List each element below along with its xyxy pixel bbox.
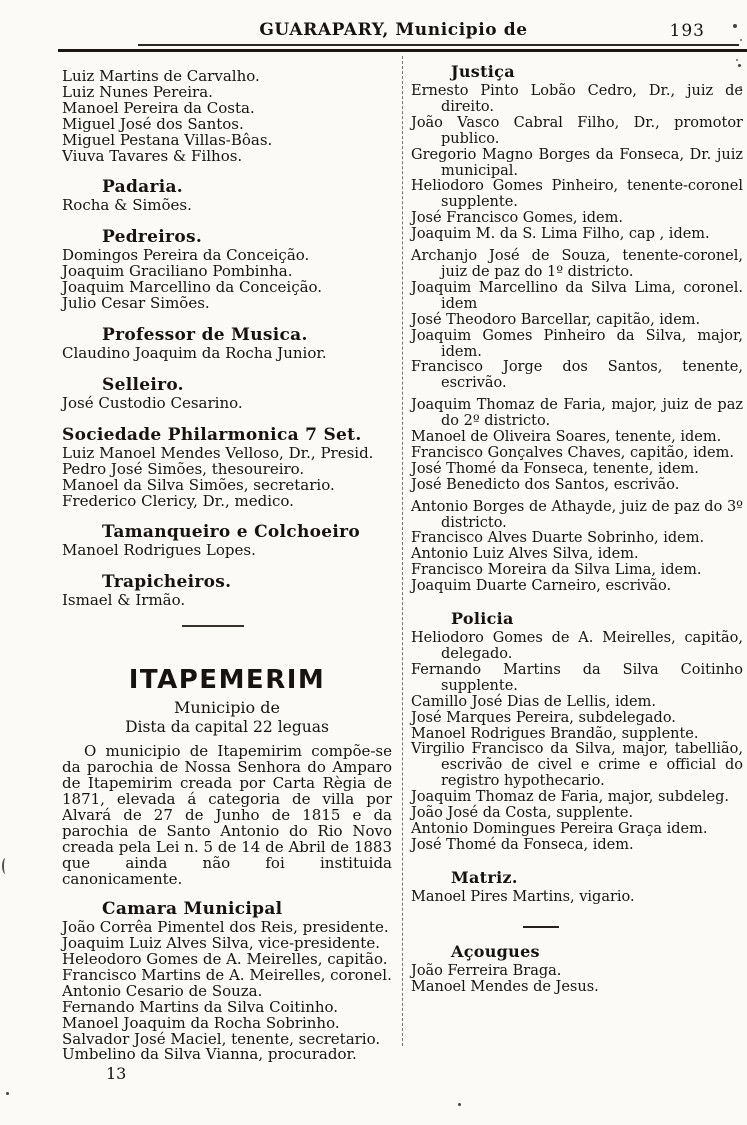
directory-entry: Joaquim Thomaz de Faria, major, juiz de paz do 2º districto. — [411, 397, 743, 430]
municipality-paragraph: O municipio de Itapemirim compõe-se da parochia de Nossa Senhora do Amparo de Itapemirim creada por Carta Règia de 1871, elevada á categoria de villa por Alvará de 27 de Junho de 1815 e da parochia de Santo Antonio do Rio Novo creada pela Lei n. 5 de 14 de Abril de 1883 que ainda não foi instituida canonicamente. — [62, 742, 392, 889]
itapemerim-block — [62, 665, 392, 736]
ink-speck — [6, 1092, 9, 1095]
heading-trapicheiros: Trapicheiros. — [102, 572, 232, 593]
page-number: 193 — [669, 21, 705, 41]
heading-selleiro: Selleiro. — [102, 374, 184, 395]
tamanqueiro-list — [62, 543, 392, 559]
directory-entry: Manoel da Silva Simões, secretario. — [62, 475, 335, 494]
ink-speck — [738, 64, 741, 67]
continued-names-list — [62, 69, 392, 164]
directory-entry: Joaquim Gomes Pinheiro da Silva, major, idem. — [411, 327, 743, 360]
directory-entry: Joaquim M. da S. Lima Filho, cap , idem. — [411, 226, 710, 243]
directory-entry: Luiz Manoel Mendes Velloso, Dr., Presid. — [62, 443, 374, 462]
directory-entry: José Francisco Gomes, idem. — [411, 210, 623, 227]
trapicheiros-list — [62, 593, 392, 609]
directory-entry: Miguel José dos Santos. — [62, 114, 244, 133]
directory-entry: Luiz Martins de Carvalho. — [62, 67, 260, 85]
directory-entry: Julio Cesar Simões. — [62, 294, 210, 313]
directory-entry: Francisco Moreira da Silva Lima, idem. — [411, 562, 702, 579]
directory-entry: Manoel Rodrigues Lopes. — [62, 541, 256, 560]
directory-entry: Antonio Cesario de Souza. — [62, 981, 263, 1000]
camara-municipal-list — [62, 920, 392, 1063]
directory-entry: Francisco Martins de A. Meirelles, coronel. — [62, 965, 392, 984]
directory-entry: Camillo José Dias de Lellis, idem. — [411, 693, 656, 710]
heading-professor-de-musica: Professor de Musica. — [102, 324, 308, 345]
directory-entry: Salvador José Maciel, tenente, secretario. — [62, 1029, 381, 1048]
directory-entry: José Benedicto dos Santos, escrivão. — [411, 476, 680, 493]
directory-entry: Viuva Tavares & Filhos. — [62, 146, 243, 165]
signature-number: 13 — [106, 1064, 127, 1084]
right-column — [402, 56, 743, 1046]
directory-entry: Francisco Jorge dos Santos, tenente, escrivão. — [411, 359, 743, 392]
professor-de-musica-list — [62, 343, 392, 362]
section-divider — [523, 926, 559, 928]
directory-entry: José Marques Pereira, subdelegado. — [411, 709, 676, 726]
directory-entry: João José da Costa, supplente. — [411, 805, 634, 822]
directory-entry: Domingos Pereira da Conceição. — [62, 246, 310, 265]
ink-speck — [733, 24, 737, 28]
selleiro-list — [62, 393, 392, 412]
directory-entry: Frederico Clericy, Dr., medico. — [62, 491, 294, 510]
directory-entry: José Custodio Cesarino. — [62, 393, 243, 412]
section-divider — [182, 625, 244, 627]
directory-entry: Claudino Joaquim da Rocha Junior. — [62, 343, 327, 362]
matriz-list — [411, 890, 743, 906]
directory-entry: Heliodoro Gomes de A. Meirelles, capitão, delegado. — [411, 630, 743, 662]
policia-list — [411, 631, 743, 854]
municipality-subtitle: Municipio de — [174, 698, 280, 718]
directory-entry: Francisco Gonçalves Chaves, capitão, idem. — [411, 444, 734, 461]
header-rule-thin — [138, 44, 739, 46]
directory-entry: Manoel Pereira da Costa. — [62, 98, 255, 117]
directory-entry: Antonio Domingues Pereira Graça idem. — [411, 820, 708, 837]
directory-entry: Umbelino da Silva Vianna, procurador. — [62, 1045, 357, 1064]
directory-entry: Heliodoro Gomes Pinheiro, tenente-coronel supplente. — [411, 178, 743, 211]
directory-entry: Joaquim Marcellino da Conceição. — [62, 278, 323, 297]
acougues-list — [411, 964, 743, 996]
directory-entry: Antonio Borges de Athayde, juiz de paz do 3º districto. — [411, 498, 743, 531]
directory-entry: Heleodoro Gomes de A. Meirelles, capitão. — [62, 950, 388, 969]
heading-tamanqueiro-colchoeiro: Tamanqueiro e Colchoeiro — [102, 522, 361, 543]
directory-entry: Ernesto Pinto Lobão Cedro, Dr., juiz de direito. — [411, 83, 743, 115]
text-columns — [62, 56, 743, 1083]
directory-entry: João Corrêa Pimentel dos Reis, presidente. — [62, 918, 389, 937]
directory-entry: Miguel Pestana Villas-Bôas. — [62, 130, 273, 149]
directory-entry: José Theodoro Barcellar, capitão, idem. — [411, 311, 701, 328]
municipality-distance: Dista da capital 22 leguas — [125, 718, 329, 737]
directory-entry: Fernando Martins da Silva Coitinho supplente. — [411, 661, 743, 694]
pedreiros-list — [62, 248, 392, 312]
heading-camara-municipal: Camara Municipal — [102, 899, 283, 920]
directory-entry: Joaquim Luiz Alves Silva, vice-presidente. — [62, 934, 380, 953]
directory-entry: Archanjo José de Souza, tenente-coronel, juiz de paz do 1º districto. — [411, 248, 743, 280]
heading-pedreiros: Pedreiros. — [102, 227, 203, 248]
heading-sociedade-philarmonica: Sociedade Philarmonica 7 Set. — [62, 424, 362, 445]
directory-entry: Manoel Rodrigues Brandão, supplente. — [411, 725, 699, 742]
running-title: GUARAPARY, Municipio de — [259, 20, 528, 40]
directory-entry: Gregorio Magno Borges da Fonseca, Dr. juiz municipal. — [411, 146, 743, 179]
directory-entry: José Thomé da Fonseca, idem. — [411, 836, 634, 853]
directory-entry: Fernando Martins da Silva Coitinho. — [62, 997, 339, 1016]
directory-entry: Virgilio Francisco da Silva, major, tabellião, escrivão de civel e crime e official do registro hypothecario. — [411, 741, 743, 790]
ink-speck — [458, 1103, 461, 1106]
directory-entry: Manoel Pires Martins, vigario. — [411, 888, 635, 905]
directory-entry: Joaquim Duarte Carneiro, escrivão. — [411, 578, 672, 595]
directory-entry: Luiz Nunes Pereira. — [62, 82, 213, 101]
directory-entry: Antonio Luiz Alves Silva, idem. — [411, 546, 639, 563]
directory-entry: Joaquim Graciliano Pombinha. — [62, 262, 293, 281]
directory-entry: Joaquim Thomaz de Faria, major, subdeleg. — [411, 789, 730, 806]
directory-entry: João Ferreira Braga. — [411, 962, 562, 979]
heading-acougues: Açougues — [451, 941, 540, 961]
justica-group-3 — [411, 398, 743, 493]
justica-group-2 — [411, 249, 743, 392]
justica-group-1 — [411, 84, 743, 243]
sociedade-philarmonica-list — [62, 443, 392, 510]
ink-mark — [2, 858, 9, 874]
directory-entry: Manoel Mendes de Jesus. — [411, 978, 599, 995]
justica-group-4 — [411, 500, 743, 595]
directory-entry: Manoel Joaquim da Rocha Sobrinho. — [62, 1013, 340, 1032]
directory-entry: Rocha & Simões. — [62, 196, 192, 215]
directory-entry: Joaquim Marcellino da Silva Lima, coronel. idem — [411, 279, 743, 312]
left-column — [62, 56, 392, 1083]
padaria-list — [62, 198, 392, 214]
directory-entry: João Vasco Cabral Filho, Dr., promotor publico. — [411, 114, 743, 147]
directory-entry: José Thomé da Fonseca, tenente, idem. — [411, 460, 699, 477]
directory-entry: Manoel de Oliveira Soares, tenente, idem. — [411, 429, 722, 446]
heading-policia: Policia — [451, 609, 514, 629]
directory-entry: Francisco Alves Duarte Sobrinho, idem. — [411, 530, 705, 547]
directory-entry: Pedro José Simões, thesoureiro. — [62, 459, 305, 478]
header-rule-thick — [58, 49, 747, 52]
heading-padaria: Padaria. — [102, 177, 183, 198]
directory-entry: Ismael & Irmão. — [62, 591, 186, 610]
municipality-title: ITAPEMERIM — [128, 665, 326, 696]
heading-justica: Justiça — [451, 62, 515, 81]
heading-matriz: Matriz. — [451, 867, 518, 887]
